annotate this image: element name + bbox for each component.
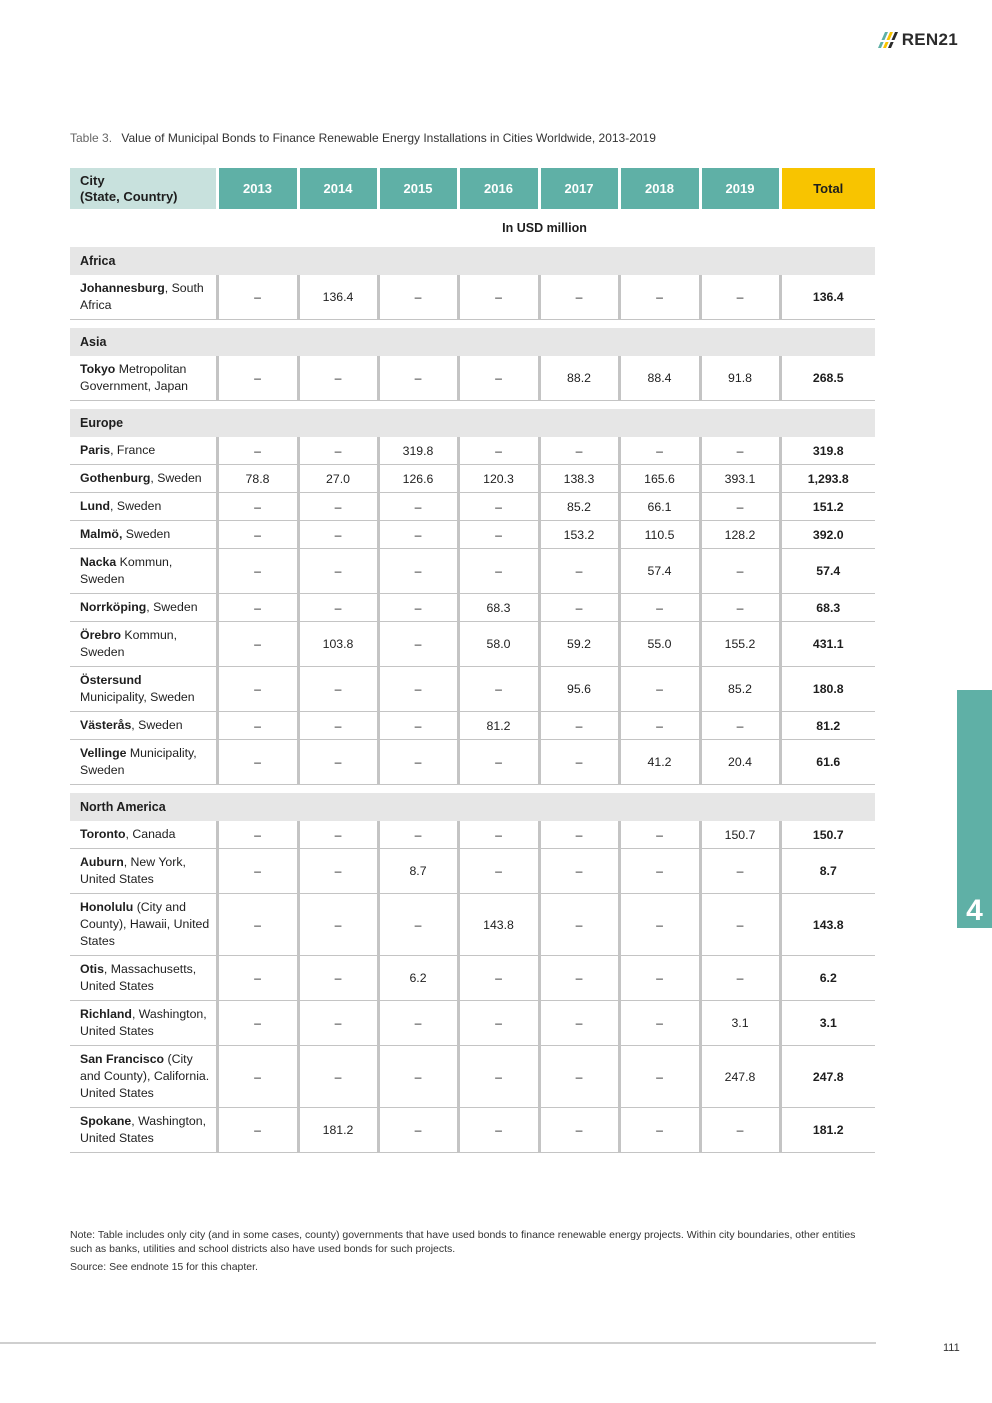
table-row bbox=[70, 549, 875, 594]
total-cell: 268.5 bbox=[780, 356, 875, 401]
value-cell: 153.2 bbox=[539, 521, 619, 549]
value-cell: 6.2 bbox=[378, 956, 458, 1001]
value-cell: 110.5 bbox=[619, 521, 700, 549]
value-cell: 247.8 bbox=[700, 1046, 780, 1108]
value-cell: 78.8 bbox=[217, 465, 298, 493]
city-name: Auburn bbox=[80, 855, 124, 869]
value-cell: – bbox=[700, 894, 780, 956]
value-cell: – bbox=[378, 622, 458, 667]
city-cell bbox=[70, 1046, 217, 1108]
total-cell: 247.8 bbox=[780, 1046, 875, 1108]
city-name: Örebro bbox=[80, 628, 121, 642]
table-row bbox=[70, 465, 875, 493]
total-cell: 81.2 bbox=[780, 712, 875, 740]
city-location: Municipality, Sweden bbox=[80, 746, 197, 777]
value-cell: 85.2 bbox=[539, 493, 619, 521]
value-cell: – bbox=[378, 667, 458, 712]
ren21-logo-icon bbox=[876, 31, 898, 49]
value-cell: 59.2 bbox=[539, 622, 619, 667]
header-year: 2018 bbox=[619, 168, 700, 209]
city-name: Honolulu bbox=[80, 900, 134, 914]
total-cell: 6.2 bbox=[780, 956, 875, 1001]
city-cell bbox=[70, 956, 217, 1001]
value-cell: 20.4 bbox=[700, 740, 780, 785]
value-cell: – bbox=[619, 821, 700, 849]
value-cell: – bbox=[217, 521, 298, 549]
city-location: , Massachusetts, United States bbox=[80, 962, 197, 993]
value-cell: – bbox=[217, 849, 298, 894]
total-cell: 150.7 bbox=[780, 821, 875, 849]
city-location: , Washington, United States bbox=[80, 1114, 206, 1145]
value-cell: – bbox=[700, 956, 780, 1001]
value-cell: – bbox=[700, 275, 780, 320]
value-cell: – bbox=[217, 356, 298, 401]
city-cell bbox=[70, 894, 217, 956]
table-row bbox=[70, 712, 875, 740]
value-cell: – bbox=[298, 821, 378, 849]
city-name: Toronto bbox=[80, 827, 126, 841]
table-body bbox=[70, 209, 875, 1153]
value-cell: – bbox=[298, 356, 378, 401]
value-cell: – bbox=[298, 894, 378, 956]
value-cell: – bbox=[458, 849, 539, 894]
value-cell: – bbox=[539, 1108, 619, 1153]
total-cell: 3.1 bbox=[780, 1001, 875, 1046]
value-cell: – bbox=[378, 712, 458, 740]
value-cell: – bbox=[298, 493, 378, 521]
table-row bbox=[70, 740, 875, 785]
value-cell: – bbox=[217, 956, 298, 1001]
city-location: Municipality, Sweden bbox=[80, 690, 195, 704]
value-cell: 136.4 bbox=[298, 275, 378, 320]
table-row bbox=[70, 1001, 875, 1046]
city-location: , New York, United States bbox=[80, 855, 186, 886]
city-cell bbox=[70, 594, 217, 622]
value-cell: – bbox=[700, 549, 780, 594]
value-cell: – bbox=[539, 894, 619, 956]
table-caption-label: Table 3. bbox=[70, 131, 113, 145]
city-location: , South Africa bbox=[80, 281, 204, 312]
value-cell: – bbox=[298, 1001, 378, 1046]
unit-label: In USD million bbox=[502, 221, 587, 235]
ren21-logo bbox=[876, 30, 958, 50]
city-location: , Washington, United States bbox=[80, 1007, 207, 1038]
value-cell: 155.2 bbox=[700, 622, 780, 667]
value-cell: 138.3 bbox=[539, 465, 619, 493]
table-row bbox=[70, 1108, 875, 1153]
spacer-cell bbox=[70, 320, 875, 329]
value-cell: – bbox=[619, 1108, 700, 1153]
value-cell: – bbox=[619, 594, 700, 622]
value-cell: 88.4 bbox=[619, 356, 700, 401]
region-spacer bbox=[70, 401, 875, 410]
value-cell: – bbox=[458, 521, 539, 549]
value-cell: 91.8 bbox=[700, 356, 780, 401]
city-cell bbox=[70, 622, 217, 667]
value-cell: – bbox=[700, 1108, 780, 1153]
value-cell: – bbox=[539, 740, 619, 785]
value-cell: – bbox=[619, 1001, 700, 1046]
city-name: Västerås bbox=[80, 718, 132, 732]
value-cell: – bbox=[539, 712, 619, 740]
value-cell: – bbox=[619, 956, 700, 1001]
spacer-cell bbox=[70, 401, 875, 410]
city-cell bbox=[70, 549, 217, 594]
city-name: Nacka bbox=[80, 555, 117, 569]
header-year: 2017 bbox=[539, 168, 619, 209]
value-cell: 95.6 bbox=[539, 667, 619, 712]
value-cell: – bbox=[539, 956, 619, 1001]
city-cell bbox=[70, 465, 217, 493]
city-name: San Francisco bbox=[80, 1052, 165, 1066]
value-cell: – bbox=[298, 956, 378, 1001]
city-cell bbox=[70, 356, 217, 401]
value-cell: – bbox=[539, 437, 619, 465]
table-header-row bbox=[70, 168, 875, 209]
table-caption bbox=[70, 131, 656, 145]
value-cell: 393.1 bbox=[700, 465, 780, 493]
value-cell: – bbox=[217, 275, 298, 320]
value-cell: – bbox=[458, 356, 539, 401]
city-name: Lund bbox=[80, 499, 111, 513]
city-location: (City and County), California. United States bbox=[80, 1052, 210, 1100]
city-name: Paris bbox=[80, 443, 111, 457]
value-cell: 150.7 bbox=[700, 821, 780, 849]
value-cell: – bbox=[217, 1046, 298, 1108]
value-cell: – bbox=[619, 667, 700, 712]
region-spacer bbox=[70, 320, 875, 329]
total-cell: 8.7 bbox=[780, 849, 875, 894]
table-row bbox=[70, 594, 875, 622]
total-cell: 61.6 bbox=[780, 740, 875, 785]
value-cell: 66.1 bbox=[619, 493, 700, 521]
value-cell: – bbox=[539, 275, 619, 320]
table-row bbox=[70, 667, 875, 712]
table-row bbox=[70, 622, 875, 667]
header-year: 2015 bbox=[378, 168, 458, 209]
value-cell: – bbox=[298, 667, 378, 712]
city-cell bbox=[70, 437, 217, 465]
value-cell: 143.8 bbox=[458, 894, 539, 956]
value-cell: 57.4 bbox=[619, 549, 700, 594]
value-cell: – bbox=[378, 594, 458, 622]
value-cell: – bbox=[700, 437, 780, 465]
city-location: , Sweden bbox=[131, 718, 183, 732]
header-year: 2014 bbox=[298, 168, 378, 209]
city-location: , Sweden bbox=[150, 471, 202, 485]
table-row bbox=[70, 894, 875, 956]
page-number: 111 bbox=[943, 1342, 960, 1354]
value-cell: – bbox=[298, 521, 378, 549]
total-cell: 57.4 bbox=[780, 549, 875, 594]
total-cell: 68.3 bbox=[780, 594, 875, 622]
region-row bbox=[70, 793, 875, 821]
table-row bbox=[70, 493, 875, 521]
value-cell: – bbox=[539, 1001, 619, 1046]
value-cell: 126.6 bbox=[378, 465, 458, 493]
value-cell: – bbox=[298, 740, 378, 785]
value-cell: – bbox=[539, 594, 619, 622]
city-name: Gothenburg bbox=[80, 471, 151, 485]
municipal-bonds-table bbox=[70, 168, 875, 1153]
value-cell: – bbox=[298, 849, 378, 894]
value-cell: – bbox=[619, 712, 700, 740]
city-cell bbox=[70, 521, 217, 549]
table-row bbox=[70, 275, 875, 320]
value-cell: – bbox=[539, 1046, 619, 1108]
header-city bbox=[70, 168, 217, 209]
city-name: Östersund bbox=[80, 673, 142, 687]
city-cell bbox=[70, 1108, 217, 1153]
value-cell: – bbox=[378, 275, 458, 320]
value-cell: 103.8 bbox=[298, 622, 378, 667]
value-cell: – bbox=[217, 1001, 298, 1046]
value-cell: – bbox=[458, 437, 539, 465]
value-cell: 58.0 bbox=[458, 622, 539, 667]
value-cell: – bbox=[378, 521, 458, 549]
value-cell: – bbox=[458, 740, 539, 785]
city-cell bbox=[70, 740, 217, 785]
value-cell: – bbox=[458, 275, 539, 320]
total-cell: 181.2 bbox=[780, 1108, 875, 1153]
value-cell: 319.8 bbox=[378, 437, 458, 465]
value-cell: – bbox=[217, 667, 298, 712]
value-cell: – bbox=[217, 821, 298, 849]
value-cell: – bbox=[298, 549, 378, 594]
table-row bbox=[70, 356, 875, 401]
value-cell: – bbox=[458, 956, 539, 1001]
total-cell: 1,293.8 bbox=[780, 465, 875, 493]
value-cell: – bbox=[458, 549, 539, 594]
value-cell: – bbox=[700, 594, 780, 622]
city-location: Kommun, Sweden bbox=[80, 555, 173, 586]
value-cell: 128.2 bbox=[700, 521, 780, 549]
city-location: (City and County), Hawaii, United States bbox=[80, 900, 210, 948]
value-cell: – bbox=[619, 437, 700, 465]
header-total: Total bbox=[780, 168, 875, 209]
region-name: North America bbox=[70, 793, 875, 821]
value-cell: – bbox=[539, 849, 619, 894]
region-spacer bbox=[70, 785, 875, 794]
total-cell: 136.4 bbox=[780, 275, 875, 320]
chapter-number: 4 bbox=[966, 894, 983, 927]
ren21-logo-text: REN21 bbox=[901, 30, 958, 49]
city-name: Spokane bbox=[80, 1114, 132, 1128]
value-cell: – bbox=[700, 849, 780, 894]
value-cell: – bbox=[619, 894, 700, 956]
city-location: , Canada bbox=[125, 827, 176, 841]
value-cell: – bbox=[217, 740, 298, 785]
city-location: Kommun, Sweden bbox=[80, 628, 178, 659]
table-row bbox=[70, 821, 875, 849]
value-cell: 41.2 bbox=[619, 740, 700, 785]
value-cell: – bbox=[378, 356, 458, 401]
value-cell: – bbox=[539, 821, 619, 849]
value-cell: 120.3 bbox=[458, 465, 539, 493]
value-cell: – bbox=[378, 821, 458, 849]
header-city-line1: City bbox=[80, 172, 105, 188]
header-year: 2013 bbox=[217, 168, 298, 209]
value-cell: – bbox=[458, 1046, 539, 1108]
city-cell bbox=[70, 712, 217, 740]
value-cell: 181.2 bbox=[298, 1108, 378, 1153]
value-cell: 27.0 bbox=[298, 465, 378, 493]
city-cell bbox=[70, 667, 217, 712]
city-cell bbox=[70, 821, 217, 849]
value-cell: 8.7 bbox=[378, 849, 458, 894]
total-cell: 151.2 bbox=[780, 493, 875, 521]
region-name: Africa bbox=[70, 247, 875, 275]
spacer-cell bbox=[70, 785, 875, 794]
total-cell: 319.8 bbox=[780, 437, 875, 465]
source-text: Source: See endnote 15 for this chapter. bbox=[70, 1261, 258, 1273]
value-cell: – bbox=[217, 549, 298, 594]
value-cell: – bbox=[619, 1046, 700, 1108]
city-cell bbox=[70, 1001, 217, 1046]
region-row bbox=[70, 328, 875, 356]
header-city-line2: (State, Country) bbox=[80, 188, 178, 204]
value-cell: – bbox=[378, 493, 458, 521]
total-cell: 143.8 bbox=[780, 894, 875, 956]
region-row bbox=[70, 247, 875, 275]
note-text: Note: Table includes only city (and in some cases, county) governments that have used bonds to finance renewable energy projects. Within city boundaries, other entities such as banks, utilities and school districts also have used bonds for such projects. bbox=[70, 1229, 856, 1255]
value-cell: – bbox=[458, 821, 539, 849]
value-cell: – bbox=[458, 493, 539, 521]
value-cell: – bbox=[378, 1001, 458, 1046]
header-year: 2016 bbox=[458, 168, 539, 209]
value-cell: – bbox=[458, 1001, 539, 1046]
value-cell: – bbox=[458, 1108, 539, 1153]
table-row bbox=[70, 521, 875, 549]
region-name: Asia bbox=[70, 328, 875, 356]
city-name: Tokyo bbox=[80, 362, 116, 376]
value-cell: 88.2 bbox=[539, 356, 619, 401]
city-location: , France bbox=[110, 443, 156, 457]
value-cell: – bbox=[298, 437, 378, 465]
city-location: , Sweden bbox=[146, 600, 198, 614]
value-cell: – bbox=[700, 712, 780, 740]
value-cell: – bbox=[217, 594, 298, 622]
value-cell: – bbox=[378, 1046, 458, 1108]
city-cell bbox=[70, 493, 217, 521]
city-location: Metropolitan Government, Japan bbox=[80, 362, 189, 393]
value-cell: 68.3 bbox=[458, 594, 539, 622]
value-cell: – bbox=[458, 667, 539, 712]
value-cell: 85.2 bbox=[700, 667, 780, 712]
value-cell: – bbox=[619, 849, 700, 894]
city-name: Norrköping bbox=[80, 600, 147, 614]
table-row bbox=[70, 956, 875, 1001]
region-row bbox=[70, 409, 875, 437]
value-cell: – bbox=[378, 1108, 458, 1153]
region-name: Europe bbox=[70, 409, 875, 437]
value-cell: 55.0 bbox=[619, 622, 700, 667]
total-cell: 431.1 bbox=[780, 622, 875, 667]
value-cell: – bbox=[298, 712, 378, 740]
table-row bbox=[70, 849, 875, 894]
value-cell: – bbox=[619, 275, 700, 320]
value-cell: – bbox=[217, 1108, 298, 1153]
city-name: Johannesburg bbox=[80, 281, 165, 295]
total-cell: 392.0 bbox=[780, 521, 875, 549]
footer-divider bbox=[0, 1342, 876, 1344]
value-cell: – bbox=[217, 437, 298, 465]
city-cell bbox=[70, 849, 217, 894]
unit-row bbox=[70, 209, 875, 247]
city-location: , Sweden bbox=[110, 499, 162, 513]
table-row bbox=[70, 1046, 875, 1108]
value-cell: – bbox=[298, 1046, 378, 1108]
total-cell: 180.8 bbox=[780, 667, 875, 712]
value-cell: – bbox=[217, 493, 298, 521]
city-name: Malmö, bbox=[80, 527, 123, 541]
city-cell bbox=[70, 275, 217, 320]
value-cell: – bbox=[217, 894, 298, 956]
city-name: Otis bbox=[80, 962, 104, 976]
table-note bbox=[70, 1228, 870, 1278]
value-cell: – bbox=[700, 493, 780, 521]
table-row bbox=[70, 437, 875, 465]
value-cell: – bbox=[539, 549, 619, 594]
city-name: Richland bbox=[80, 1007, 132, 1021]
value-cell: 81.2 bbox=[458, 712, 539, 740]
value-cell: – bbox=[378, 894, 458, 956]
city-location: Sweden bbox=[122, 527, 171, 541]
chapter-tab bbox=[957, 690, 992, 928]
value-cell: 3.1 bbox=[700, 1001, 780, 1046]
table-caption-title: Value of Municipal Bonds to Finance Renewable Energy Installations in Cities Worldwide, 2013-2019 bbox=[121, 131, 656, 145]
value-cell: 165.6 bbox=[619, 465, 700, 493]
city-name: Vellinge bbox=[80, 746, 127, 760]
value-cell: – bbox=[298, 594, 378, 622]
value-cell: – bbox=[217, 712, 298, 740]
header-year: 2019 bbox=[700, 168, 780, 209]
value-cell: – bbox=[378, 549, 458, 594]
value-cell: – bbox=[378, 740, 458, 785]
value-cell: – bbox=[217, 622, 298, 667]
